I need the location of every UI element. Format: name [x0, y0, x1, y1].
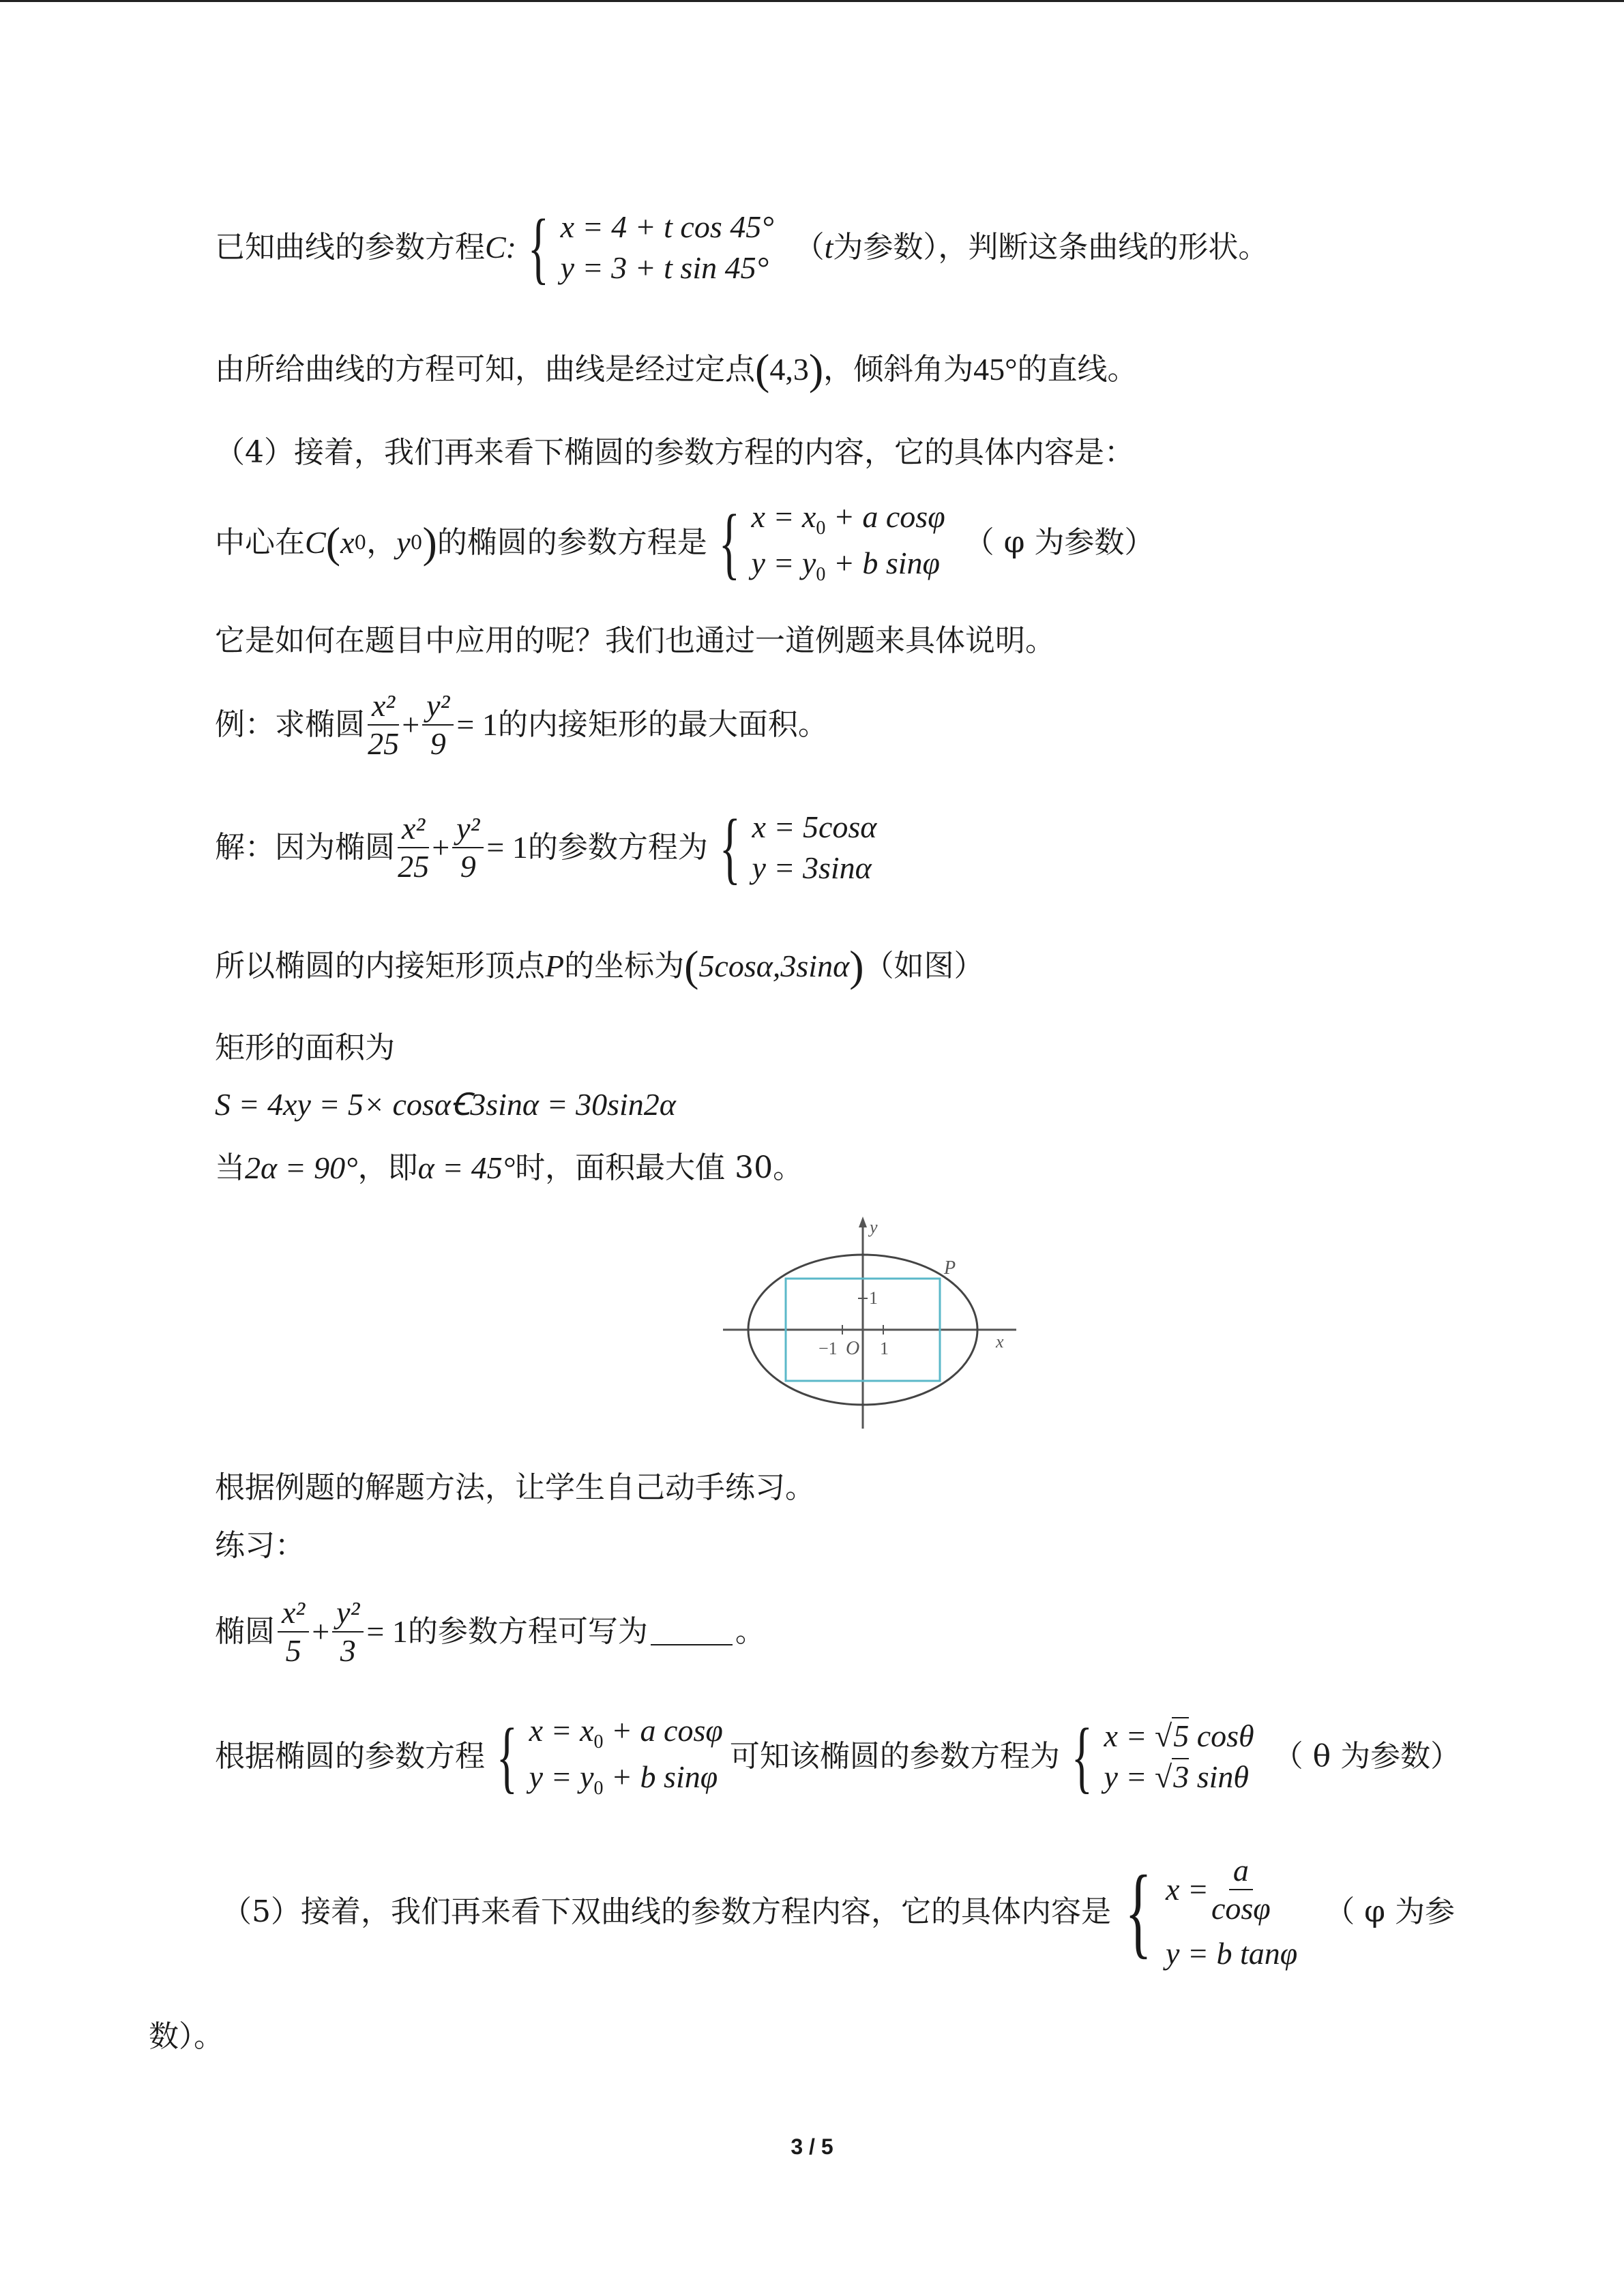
equation-x: x = $\frac{a}{\cos\varphi}$	[1166, 1853, 1271, 1926]
text: 时，面积最大值 30。	[515, 1150, 803, 1185]
y-arrow	[859, 1217, 867, 1227]
text: 矩形的面积为	[215, 1030, 395, 1065]
brace: {	[719, 802, 741, 892]
plus: +	[312, 1614, 330, 1649]
text: 根据例题的解题方法，让学生自己动手练习。	[215, 1470, 815, 1505]
curve-name: C:	[485, 230, 516, 265]
note: （ φ 为参数）	[964, 525, 1155, 560]
equation: 2α = 90°	[245, 1150, 358, 1185]
text: （	[794, 230, 825, 265]
max-area	[215, 1152, 803, 1184]
text: 中心在	[215, 525, 305, 560]
y-label: y	[870, 1217, 878, 1237]
point-p: P	[545, 949, 565, 983]
example-solution	[215, 802, 877, 892]
tick-label: 1	[869, 1288, 878, 1308]
equation-y: $y = y_0 + b$ sinφ	[529, 1759, 718, 1799]
equation-system	[1166, 1855, 1297, 1969]
equation-x: x = 5cosα	[752, 809, 877, 844]
equals: = 1	[366, 1614, 408, 1649]
brace: {	[496, 1711, 518, 1801]
equation: α = 45°	[417, 1150, 516, 1185]
ellipse-figure	[716, 1214, 1023, 1432]
text: 的参数方程为	[527, 830, 708, 865]
section-4-heading	[215, 435, 1134, 470]
brace: {	[1071, 1711, 1093, 1801]
text: 所以椭圆的内接矩形顶点	[215, 949, 545, 983]
fraction: $\frac{a}{\cos\varphi}$	[1211, 1853, 1271, 1926]
tick-label: 1	[880, 1339, 889, 1358]
equation-y: y = 3 + t sin 45°	[560, 250, 769, 285]
text: （4）接着，我们再来看下椭圆的参数方程的内容，它的具体内容是：	[215, 435, 1134, 470]
text: （如图）	[863, 949, 984, 983]
brace: {	[527, 202, 549, 292]
equals: = 1	[486, 830, 528, 865]
equation-y: y = b tanφ	[1166, 1936, 1298, 1971]
text: 解：因为椭圆	[215, 830, 395, 865]
text: ，倾斜角为	[823, 352, 974, 387]
subscript: 0	[410, 531, 423, 554]
equation-x: x = 4 + t cos 45°	[560, 209, 774, 244]
paren: (	[684, 942, 699, 990]
area-formula	[215, 1089, 676, 1120]
fraction: $\frac{\text{x²}}{25}$	[368, 688, 400, 761]
plus: +	[432, 830, 450, 865]
brace: {	[1125, 1855, 1152, 1969]
text: 根据椭圆的参数方程	[215, 1739, 485, 1774]
practice-intro	[215, 1470, 815, 1505]
answer-blank[interactable]	[651, 1618, 733, 1645]
fraction: $\frac{\text{y²}}{3}$	[332, 1597, 364, 1667]
page-number: 3 / 5	[791, 2134, 833, 2159]
subscript: 0	[354, 531, 367, 554]
practice-problem	[215, 1597, 765, 1667]
comma: ，	[366, 525, 397, 560]
formula: S = 4xy = 5× cosαꞒ3sinα = 30sin2α	[215, 1087, 676, 1122]
equation-x: x = √5 cosθ	[1104, 1718, 1254, 1753]
text: 的参数方程可写为	[407, 1614, 648, 1649]
practice-answer	[215, 1711, 1461, 1801]
paren: )	[808, 345, 824, 393]
x-label: x	[996, 1332, 1004, 1352]
text: 可知该椭圆的参数方程为	[729, 1739, 1060, 1774]
section-5-continuation	[149, 2019, 224, 2054]
text: 例：求椭圆	[215, 707, 365, 742]
center-name: C	[305, 525, 326, 560]
text: 为参数），判断这条曲线的形状。	[833, 230, 1269, 265]
text: 它是如何在题目中应用的呢？我们也通过一道例题来具体说明。	[215, 623, 1055, 658]
equation-system	[752, 811, 876, 884]
p-label: P	[944, 1257, 956, 1279]
text: 练习：	[215, 1528, 305, 1563]
text: 的内接矩形的最大面积。	[497, 707, 828, 742]
paren: )	[422, 518, 437, 567]
transition-text	[215, 623, 1055, 658]
equation-x: $x = x_0 + a$ cosφ	[751, 499, 945, 539]
text: 。	[735, 1614, 765, 1649]
practice-label	[215, 1528, 305, 1563]
problem-line-curve	[215, 202, 1269, 292]
fraction: $\frac{\text{y²}}{9}$	[422, 690, 454, 760]
param: t	[824, 230, 833, 265]
paren: (	[325, 518, 340, 567]
ellipse-param-def	[215, 497, 1155, 587]
equation-y: y = 3sinα	[752, 850, 872, 885]
text: 已知曲线的参数方程	[215, 230, 485, 265]
equation-x: $x = x_0 + a$ cosφ	[529, 1713, 723, 1753]
text: 数）。	[149, 2019, 224, 2054]
tick-label: −1	[818, 1339, 838, 1358]
angle: 45°	[973, 352, 1018, 387]
brace: {	[718, 497, 740, 587]
fixed-point: 4,3	[769, 352, 809, 387]
equals: = 1	[456, 707, 498, 742]
paren: (	[755, 345, 770, 393]
text: 当	[215, 1150, 245, 1185]
equation-y: y = √3 sinθ	[1104, 1759, 1249, 1794]
note: （ θ 为参数）	[1273, 1739, 1461, 1774]
plus: +	[402, 707, 420, 742]
top-border	[0, 0, 1624, 2]
coordinate: 5cosα,3sinα	[698, 949, 850, 983]
area-heading	[215, 1030, 395, 1065]
origin-label: O	[846, 1338, 860, 1359]
text: 椭圆	[215, 1614, 275, 1649]
text: 由所给曲线的方程可知，曲线是经过定点	[215, 352, 755, 387]
text: ，即	[357, 1150, 418, 1185]
text: 的椭圆的参数方程是	[437, 525, 707, 560]
text: （5）接着，我们再来看下双曲线的参数方程内容，它的具体内容是	[222, 1894, 1111, 1929]
example-problem	[215, 690, 828, 760]
text: 的坐标为	[564, 949, 685, 983]
equation-system	[1104, 1720, 1254, 1793]
paren: )	[849, 942, 864, 990]
fraction: $\frac{\text{y²}}{9}$	[452, 813, 484, 882]
section-5-heading	[215, 1855, 1455, 1969]
x0: x	[340, 525, 355, 560]
y0: y	[396, 525, 411, 560]
note: （ φ 为参	[1325, 1894, 1455, 1929]
equation-system	[561, 211, 774, 284]
vertex-coordinates	[215, 944, 984, 988]
equation-system	[529, 1715, 723, 1798]
text: 的直线。	[1017, 352, 1138, 387]
fraction: $\frac{\text{x²}}{25}$	[398, 811, 430, 884]
answer-line-line	[215, 345, 1138, 393]
equation-y: $y = y_0 + b$ sinφ	[751, 546, 940, 585]
equation-system	[751, 501, 945, 584]
fraction: $\frac{\text{x²}}{5}$	[278, 1597, 309, 1667]
